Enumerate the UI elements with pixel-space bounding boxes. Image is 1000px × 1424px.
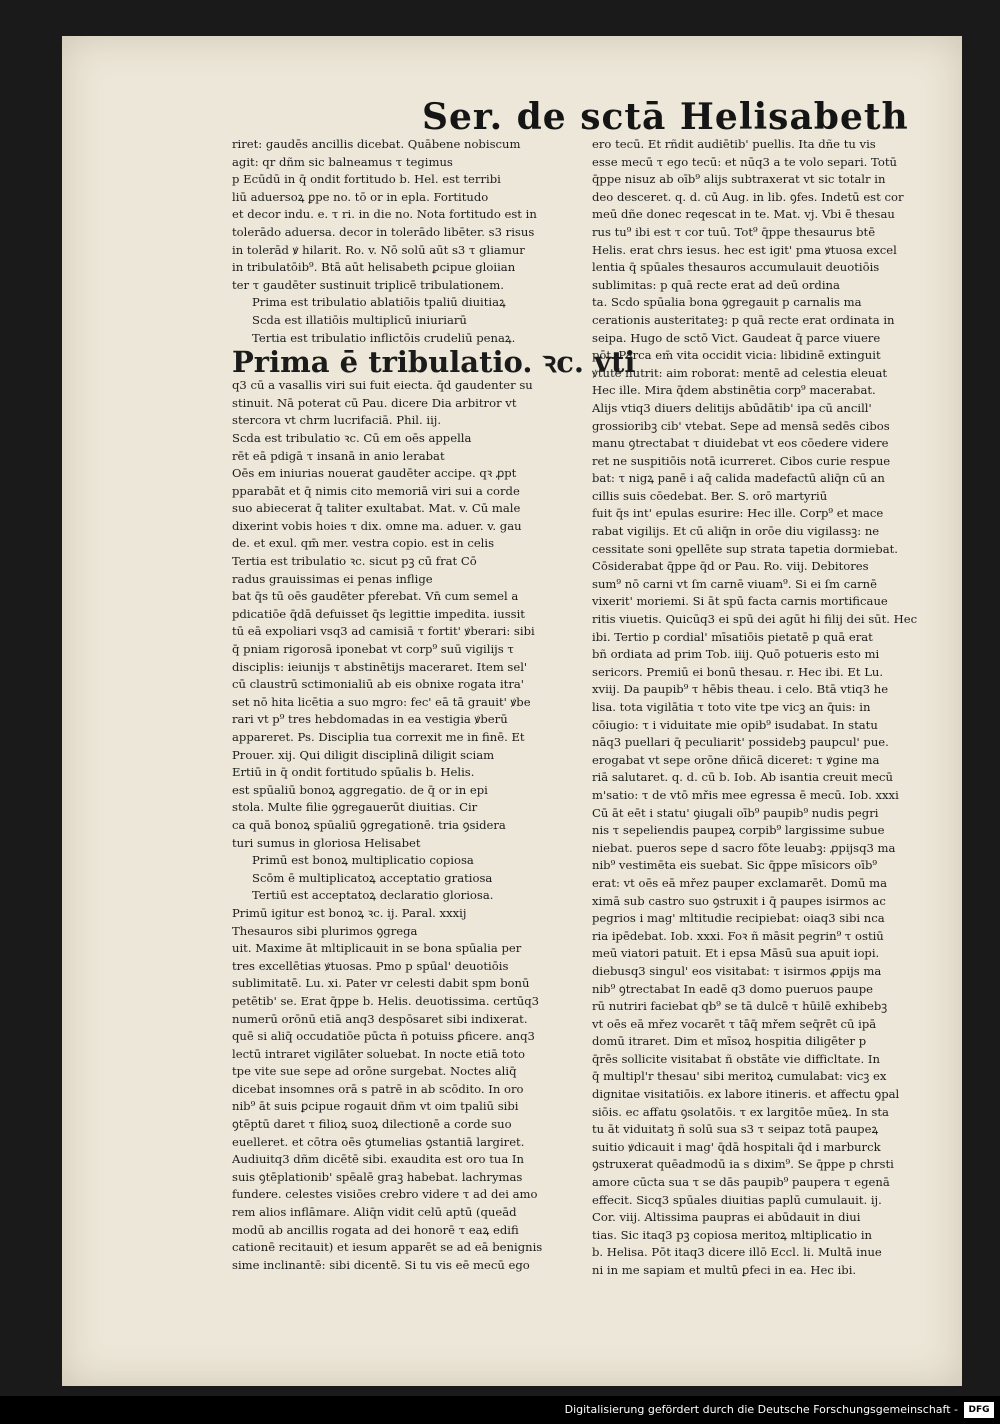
text-line: ret ne suspitiōis notā icurreret. Cibos curie respue [592, 453, 891, 468]
text-line: q̄rēs sollicite visitabat ñ obstāte vie difficltate. In [592, 1051, 880, 1066]
text-line: Helis. erat chrs iesus. hec est igit' pma ꝟtuosa excel [592, 242, 897, 257]
text-line: ximā sub castro suo ꝯstruxit i q̄ paupes isirmos ac [592, 893, 886, 908]
text-line: sublimitatē. Lu. xi. Pater vr celesti dabit spm bonū [232, 976, 530, 991]
text-line: p Ecūdū in q̄ ondit fortitudo b. Hel. est terribi [232, 172, 501, 187]
text-line: ta. Scdo spūalia bona ꝯgregauit p carnalis ma [592, 295, 862, 310]
text-line: ꝯstruxerat quēadmodū ia s dixim⁹. Se q̄ppe p chrsti [592, 1157, 894, 1172]
text-line: riret: gaudēs ancillis dicebat. Quābene nobiscum [232, 137, 521, 151]
text-line: effecit. Sicq3 spūales diuitias paplū cumulauit. ij. [592, 1192, 882, 1207]
text-line: ter τ gaudēter sustinuit triplicē tribulationem. [232, 277, 504, 292]
text-line: uit. Maxime āt mltiplicauit in se bona spūalia per [232, 941, 522, 956]
text-line: erogabat vt sepe orōne dñicā diceret: τ ꝟgine ma [592, 752, 880, 767]
text-line: domū itraret. Dim et mīsoꝝ hospitia diligēter p [592, 1034, 867, 1049]
text-line: suo abiecerat q̄ taliter exultabat. Mat. v. Cū male [232, 501, 521, 516]
text-line: cationē recitauit) et iesum apparēt se ad eā benignis [232, 1240, 543, 1255]
text-line: riā salutaret. q. d. cū b. Iob. Ab isantia creuit mecū [592, 770, 893, 785]
text-line: deo desceret. q. d. cū Aug. in lib. ꝯfes. Indetū est cor [592, 189, 904, 204]
text-line: et decor indu. e. τ ri. in die no. Nota fortitudo est in [232, 207, 537, 222]
text-line: xviij. Da paupib⁹ τ hēbis theau. i celo. Btā vtiq3 he [592, 682, 889, 697]
text-line: Primū igitur est bonoꝝ ꝛc. ij. Paral. xxxij [232, 905, 467, 920]
text-line: ca quā bonoꝝ spūaliū ꝯgregationē. tria ꝯsidera [232, 817, 506, 832]
text-line: Scōm ē multiplicatoꝝ acceptatio gratiosa [252, 870, 493, 885]
text-line: Scda est tribulatio ꝛc. Cū em oēs appella [232, 430, 472, 445]
right-column [592, 136, 947, 1280]
text-line: in tribulatōib⁹. Btā aūt helisabeth ꝑcipue gloiian [232, 260, 516, 275]
text-line: modū ab ancillis rogata ad dei honorē τ eaꝝ edifi [232, 1222, 519, 1237]
text-line: esse mecū τ ego tecū: et nūq3 a te volo separi. Totū [592, 154, 897, 169]
text-line: nāq3 puellari q̄ peculiarit' possidebꝫ paupcul' pue. [592, 735, 889, 750]
text-line: rari vt p⁹ tres hebdomadas in ea vestigia ꝟberū [232, 712, 508, 727]
left-column [232, 136, 636, 1274]
text-line: ibi. Tertio p cordial' mīsatiōis pietatē p quā erat [592, 629, 873, 644]
text-line: rabat vigilijs. Et cū aliq̄n in orōe diu vigilassꝫ: ne [592, 524, 880, 539]
text-line: rem alios inflāmare. Aliq̄n vidit celū aptū (queād [232, 1205, 517, 1220]
text-line: pparabāt et q̄ nimis cito memoriā viri sui a corde [232, 483, 520, 498]
text-line: Scda est illatiōis multiplicū iniuriarū [252, 312, 467, 327]
text-line: ria ipēdebat. Iob. xxxi. Foꝛ ñ māsit pegrin⁹ τ ostiū [592, 928, 884, 943]
text-line: in tolerād ꝟ hilarit. Ro. v. Nō solū aūt s3 τ gliamur [232, 242, 525, 257]
text-line: Cor. viij. Altissima paupras ei abūdauit in diui [592, 1210, 861, 1225]
footer-bar [0, 1396, 1000, 1424]
text-line: q̄ppe nisuz ab oīb⁹ alijs subtraxerat vt sic totalr in [592, 172, 886, 187]
text-line: fundere. celestes visiōes crebro videre τ ad dei amo [232, 1187, 538, 1202]
text-line: sublimitas: p quā recte erat ad deū ordina [592, 277, 840, 292]
text-line: Cū āt eēt i statu' ꝯiugali oīb⁹ paupib⁹ nudis pegri [592, 805, 879, 820]
text-line: niebat. pueros sepe d sacro fōte leuabꝫ: ꝓpijsq3 ma [592, 840, 896, 855]
text-line: disciplis: ieiunijs τ abstinētijs maceraret. Item sel' [232, 659, 528, 674]
text-line: pōt. Parca em̄ vita occidit vicia: libidinē extinguit [592, 348, 881, 363]
text-line: sime inclinantē: sibi dicentē. Si tu vis eē mecū ego [232, 1257, 530, 1272]
text-line: Primū est bonoꝝ multiplicatio copiosa [252, 853, 474, 868]
text-line: suitio ꝟdicauit i mag' q̄dā hospitali q̄d i marburck [592, 1139, 881, 1154]
text-line: Prouer. xij. Qui diligit disciplinā diligit sciam [232, 747, 495, 762]
text-line: m'satio: τ de vtō mřis mee egressa ē mecū. Iob. xxxi [592, 787, 899, 802]
text-line: Tertia est tribulatio ꝛc. sicut pꝫ cū frat Cō [232, 554, 477, 569]
text-line: nis τ sepeliendis paupeꝝ corpib⁹ largissime subue [592, 823, 885, 838]
text-line: Alijs vtiq3 diuers delitijs abūdātib' ipa cū ancill' [592, 400, 872, 415]
text-line: tres excellētias ꝟtuosas. Pmo p spūal' deuotiōis [232, 958, 509, 973]
text-line: b. Helisa. Pōt itaq3 dicere illō Eccl. li. Multā inue [592, 1245, 882, 1260]
text-line: amore cūcta sua τ se dās paupib⁹ paupera τ egenā [592, 1175, 890, 1190]
text-line: tolerādo aduersa. decor in tolerādo libēter. s3 risus [232, 224, 535, 239]
text-line: lectū intraret vigilāter soluebat. In nocte etiā toto [232, 1046, 525, 1061]
text-line: tu āt viduitatꝫ ñ solū sua s3 τ seipaz totā paupeꝝ [592, 1122, 879, 1137]
text-line: manu ꝯtrectabat τ diuidebat vt eos cōedere videre [592, 436, 889, 451]
text-line: stinuit. Nā poterat cū Pau. dicere Dia arbitror vt [232, 395, 517, 410]
text-line: set nō hita licētia a suo mgro: fec' eā tā grauit' ꝟbe [232, 694, 531, 709]
text-line: ritis viuetis. Quicūq3 ei spū dei agūt hi filij dei sūt. Hec [592, 612, 918, 627]
text-line: diebusq3 singul' eos visitabat: τ isirmos ꝓpijs ma [592, 963, 882, 978]
text-line: fuit q̄s int' epulas esurire: Hec ille. Corp⁹ et mace [592, 506, 884, 521]
text-line: bat: τ nigꝝ panē i aq̄ calida madefactū aliq̄n cū an [592, 471, 885, 486]
text-line: ero tecū. Et rñdit audiētib' puellis. Ita dñe tu vis [592, 137, 876, 151]
text-line: nib⁹ ꝯtrectabat In eadē q3 domo pueruos paupe [592, 981, 874, 996]
text-line: dignitae visitatiōis. ex labore itineris. et affectu ꝯpal [592, 1087, 900, 1102]
text-line: vt oēs eā mřez vocarēt τ tāq̄ mřem seq̄rēt cū ipā [592, 1016, 877, 1031]
text-line: suis ꝯtēplationib' spēalē graꝫ habebat. lachrymas [232, 1169, 523, 1184]
text-line: numerū orōnū etiā anq3 despōsaret sibi indixerat. [232, 1011, 528, 1026]
text-line: cū claustrū sctimonialiū ab eis obnixe rogata itra' [232, 677, 524, 692]
dfg-logo: DFG [964, 1402, 994, 1418]
text-line: dixerint vobis hoies τ dix. omne ma. aduer. v. gau [232, 518, 522, 533]
text-line: ni in me sapiam et multū ꝑfeci in ea. Hec ibi. [592, 1263, 857, 1277]
text-line: Tertia est tribulatio inflictōis crudeliū penaꝝ. [252, 330, 516, 345]
text-line: turi sumus in gloriosa Helisabet [232, 835, 421, 850]
text-line: appareret. Ps. Disciplia tua correxit me in finē. Et [232, 730, 525, 744]
text-line: nib⁹ āt suis ꝑcipue rogauit dñm vt oim tpaliū sibi [232, 1099, 519, 1114]
text-line: de. et exul. qm̄ mer. vestra copio. est in celis [232, 536, 495, 551]
text-line: radus grauissimas ei penas inflige [232, 571, 433, 586]
text-line: ꝟtutē nutrit: aim roborat: mentē ad celestia eleuat [592, 365, 888, 380]
text-line: q̄ pniam rigorosā iponebat vt corp⁹ suū vigilijs τ [232, 642, 514, 657]
text-line: grossioribꝫ cib' vtebat. Sepe ad mensā sedēs cibos [592, 418, 890, 433]
text-line: quē si aliq̄ occudatiōe pūcta ñ potuiss ꝑficere. anq3 [232, 1029, 535, 1044]
text-line: Prima ē tribulatio. ꝛc. vti [232, 345, 636, 380]
text-line: sum⁹ nō carni vt ſm carnē viuam⁹. Si ei ſm carnē [592, 576, 877, 591]
text-line: tū eā expoliari vsq3 ad camisiā τ fortit' ꝟberari: sibi [232, 624, 535, 639]
text-line: ꝯtēptū daret τ filioꝝ suoꝝ dilectionē a corde suo [232, 1117, 512, 1132]
text-line: rus tu⁹ ibi est τ cor tuū. Tot⁹ q̄ppe thesaurus btē [592, 224, 876, 239]
text-line: stercora vt chrm lucrifaciā. Phil. iij. [232, 413, 442, 428]
text-line: bñ ordiata ad prim Tob. iiij. Quō potueris esto mi [592, 647, 880, 662]
text-line: q̄ multipl'r thesau' sibi meritoꝝ cumulabat: vicꝫ ex [592, 1069, 887, 1084]
text-line: Audiuitq3 dñm dicētē sibi. exaudita est oro tua In [232, 1152, 524, 1167]
text-line: cōiugio: τ i viduitate mie opib⁹ isudabat. In statu [592, 717, 878, 732]
text-line: Ertiū in q̄ ondit fortitudo spūalis b. Helis. [232, 765, 475, 780]
footer-credit: Digitalisierung gefördert durch die Deutsche Forschungsgemeinschaft - [564, 1403, 958, 1416]
text-line: Oēs em iniurias nouerat gaudēter accipe. qꝛ ꝓpt [232, 466, 517, 481]
text-line: cillis suis cōedebat. Ber. S. orō martyriū [592, 488, 828, 503]
text-line: meū dñe donec reqescat in te. Mat. vj. Vbi ē thesau [592, 207, 895, 222]
text-line: erat: vt oēs eā mřez pauper exclamarēt. Domū ma [592, 875, 888, 890]
text-line: rū nutriri faciebat qb⁹ se tā dulcē τ hūilē exhibebꝫ [592, 999, 888, 1014]
text-line: q3 cū a vasallis viri sui fuit eiecta. q̄d gaudenter su [232, 378, 533, 393]
text-line: tpe vite sue sepe ad orōne surgebat. Noctes aliq̄ [232, 1064, 517, 1079]
text-line: Thesauros sibi plurimos ꝯgrega [232, 923, 418, 938]
text-line: pdicatiōe q̄dā defuisset q̄s legittie impedita. iussit [232, 606, 525, 621]
text-line: petētib' se. Erat q̄ppe b. Helis. deuotissima. certūq3 [232, 993, 540, 1008]
text-line: lisa. tota vigilātia τ toto vite tpe vicꝫ an q̄uis: in [592, 700, 871, 714]
text-line: agit: qr dñm sic balneamus τ tegimus [232, 154, 453, 169]
text-line: Cōsiderabat q̄ppe q̄d or Pau. Ro. viij. Debitores [592, 559, 869, 574]
text-line: bat q̄s tū oēs gaudēter pferebat. Vn̄ cum semel a [232, 589, 519, 604]
text-line: seipa. Hugo de sctō Vict. Gaudeat q̄ parce viuere [592, 330, 881, 345]
text-line: sericors. Premiū ei bonū thesau. r. Hec ibi. Et Lu. [592, 664, 884, 679]
text-line: stola. Multe filie ꝯgregauerūt diuitias. Cir [232, 800, 478, 815]
text-line: Tertiū est acceptatoꝝ declaratio gloriosa. [252, 888, 494, 903]
text-line: lentia q̄ spūales thesauros accumulauit deuotiōis [592, 260, 880, 275]
text-line: cessitate soni ꝯpellēte sup strata tapetia dormiebat. [592, 541, 898, 556]
text-line: dicebat insomnes orā s patrē in ab scōdito. In oro [232, 1081, 524, 1096]
text-line: vixerit' moriemi. Si āt spū facta carnis mortificaue [592, 594, 888, 609]
text-line: rēt eā pdigā τ insanā in anio lerabat [232, 448, 445, 463]
text-line: pegrios i mag' mltitudie recipiebat: oiaq3 sibi nca [592, 911, 885, 926]
text-line: siōis. ec affatu ꝯsolatōis. τ ex largitōe mūeꝝ. In sta [592, 1104, 889, 1119]
text-line: nib⁹ vestimēta eis suebat. Sic q̄ppe mīsicors oīb⁹ [592, 858, 878, 873]
text-line: est spūaliū bonoꝝ aggregatio. de q̄ or in epi [232, 782, 488, 797]
text-line: Hec ille. Mira q̄dem abstinētia corp⁹ macerabat. [592, 383, 876, 398]
text-line: tias. Sic itaq3 pꝫ copiosa meritoꝝ mltiplicatio in [592, 1227, 873, 1242]
text-line: cerationis austeritateꝫ: p quā recte erat ordinata in [592, 312, 895, 327]
text-line: euelleret. et cōtra oēs ꝯtumelias ꝯstantiā largiret. [232, 1134, 525, 1149]
book-page [62, 36, 962, 1386]
text-line: liū aduersoꝝ ꝑpe no. tō or in epla. Fortitudo [232, 189, 489, 204]
page-header: Ser. de sctā Helisabeth [422, 96, 909, 138]
text-line: meū viatori patuit. Et i epsa Māsū sua apuit iopi. [592, 946, 880, 961]
text-line: Prima est tribulatio ablatiōis tpaliū diuitiaꝝ [252, 295, 506, 310]
